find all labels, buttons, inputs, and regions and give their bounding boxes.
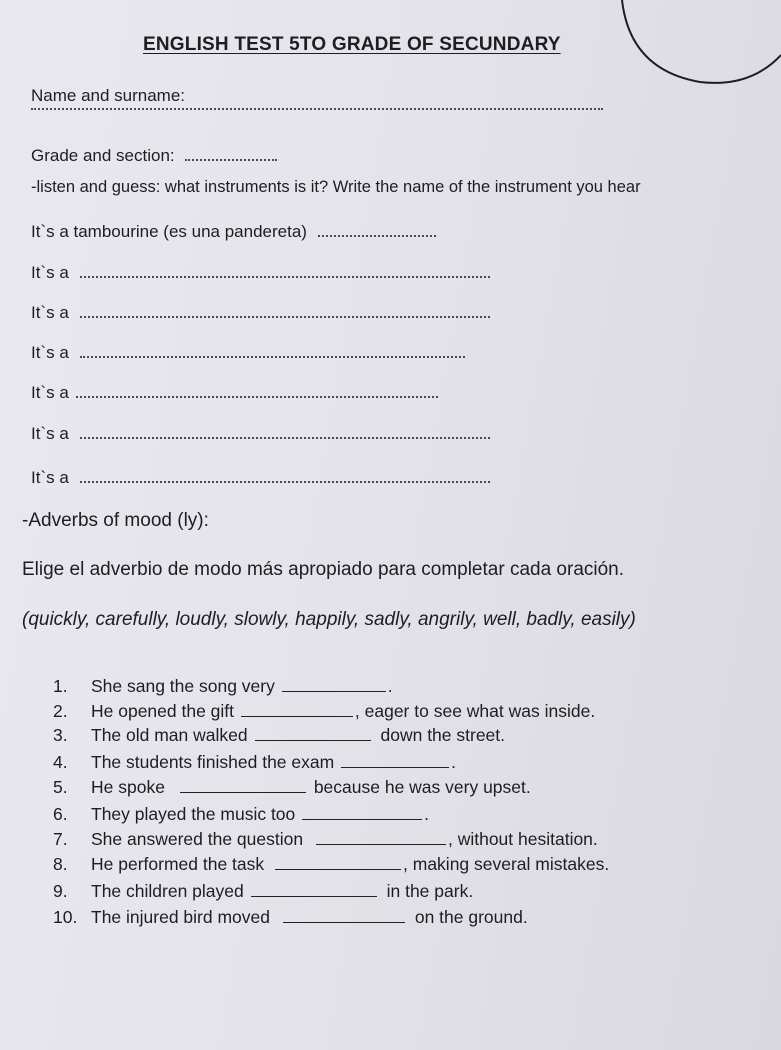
- listen-item-text: It`s a: [31, 343, 69, 362]
- listen-instruction: -listen and guess: what instruments is it? Write the name of the instrument you hear: [31, 178, 641, 196]
- exercise-item: [53, 853, 609, 875]
- exercise-text-before: She sang the song very: [91, 676, 275, 696]
- exercise-blank[interactable]: [241, 702, 353, 717]
- grade-label: [31, 146, 277, 166]
- exercise-text-before: The children played: [91, 881, 244, 901]
- exercise-text-before: The old man walked: [91, 725, 248, 745]
- exercise-blank[interactable]: [180, 778, 306, 793]
- exercise-text-before: She answered the question: [91, 829, 304, 849]
- exercise-blank[interactable]: [282, 677, 386, 692]
- exercise-item: [53, 906, 528, 928]
- listen-item: [31, 424, 490, 444]
- exercise-number: 2.: [53, 701, 68, 721]
- listen-item-text: It`s a tambourine (es una pandereta): [31, 222, 307, 241]
- listen-answer-field[interactable]: [318, 223, 436, 237]
- page-title: ENGLISH TEST 5TO GRADE OF SECUNDARY: [143, 34, 561, 55]
- exercise-item: [53, 880, 473, 902]
- exercise-text-after: , making several mistakes.: [403, 854, 610, 874]
- exercise-text-before: He spoke: [91, 777, 165, 797]
- exercise-text-after: down the street.: [380, 725, 506, 745]
- exercise-blank[interactable]: [251, 882, 377, 897]
- word-bank: (quickly, carefully, loudly, slowly, happily, sadly, angrily, well, badly, easily): [22, 609, 636, 630]
- adverbs-instruction: Elige el adverbio de modo más apropiado para completar cada oración.: [22, 559, 625, 580]
- exercise-number: 5.: [53, 777, 68, 797]
- listen-answer-field[interactable]: [80, 469, 490, 483]
- exercise-item: [53, 803, 429, 825]
- exercise-blank[interactable]: [341, 753, 449, 768]
- listen-item: [31, 468, 490, 488]
- exercise-number: 9.: [53, 881, 68, 901]
- exercise-text-before: They played the music too: [91, 804, 296, 824]
- exercise-blank[interactable]: [255, 726, 371, 741]
- exercise-number: 4.: [53, 752, 68, 772]
- name-label: Name and surname:: [31, 86, 186, 105]
- exercise-number: 3.: [53, 725, 68, 745]
- exercise-text-before: He opened the gift: [91, 701, 235, 721]
- listen-answer-field[interactable]: [76, 384, 438, 398]
- listen-answer-field[interactable]: [80, 264, 490, 278]
- exercise-text-after: on the ground.: [414, 907, 528, 927]
- exercise-text-after: , without hesitation.: [447, 829, 598, 849]
- listen-item-text: It`s a: [31, 263, 69, 282]
- exercise-blank[interactable]: [283, 908, 405, 923]
- listen-item-text: It`s a: [31, 424, 69, 443]
- exercise-text-after: .: [387, 676, 393, 696]
- exercise-item: [53, 776, 531, 798]
- exercise-number: 10.: [53, 907, 78, 927]
- listen-item-text: It`s a: [31, 468, 69, 487]
- exercise-text-after: .: [451, 752, 456, 772]
- adverbs-heading: -Adverbs of mood (ly):: [22, 510, 209, 531]
- exercise-text-after: , eager to see what was inside.: [354, 701, 596, 721]
- exercise-blank[interactable]: [302, 805, 422, 820]
- listen-answer-field[interactable]: [80, 304, 490, 318]
- exercise-number: 6.: [53, 804, 68, 824]
- listen-item: [31, 303, 490, 323]
- listen-answer-field[interactable]: [80, 425, 490, 439]
- exercise-number: 7.: [53, 829, 68, 849]
- listen-item-text: It`s a: [31, 303, 69, 322]
- name-field[interactable]: [31, 108, 603, 110]
- exercise-text-after: .: [424, 804, 430, 824]
- grade-label-text: Grade and section:: [31, 146, 175, 165]
- listen-item-text: It`s a: [31, 383, 69, 402]
- listen-item: [31, 383, 438, 403]
- exercise-number: 8.: [53, 854, 68, 874]
- exercise-item: [53, 724, 505, 746]
- exercise-number: 1.: [53, 676, 68, 696]
- listen-answer-field[interactable]: [80, 344, 465, 358]
- exercise-blank[interactable]: [275, 855, 401, 870]
- exercise-text-before: The injured bird moved: [91, 907, 270, 927]
- exercise-item: [53, 675, 393, 697]
- exercise-item: [53, 828, 598, 850]
- exercise-text-after: because he was very upset.: [313, 777, 531, 797]
- grade-field[interactable]: [185, 147, 277, 161]
- exercise-blank[interactable]: [316, 830, 446, 845]
- listen-item: [31, 343, 465, 363]
- exercise-text-after: in the park.: [386, 881, 474, 901]
- exercise-text-before: The students finished the exam: [91, 752, 335, 772]
- listen-item: [31, 222, 436, 242]
- listen-item: [31, 263, 490, 283]
- exercise-text-before: He performed the task: [91, 854, 265, 874]
- exercise-item: [53, 700, 595, 722]
- exercise-item: [53, 751, 456, 773]
